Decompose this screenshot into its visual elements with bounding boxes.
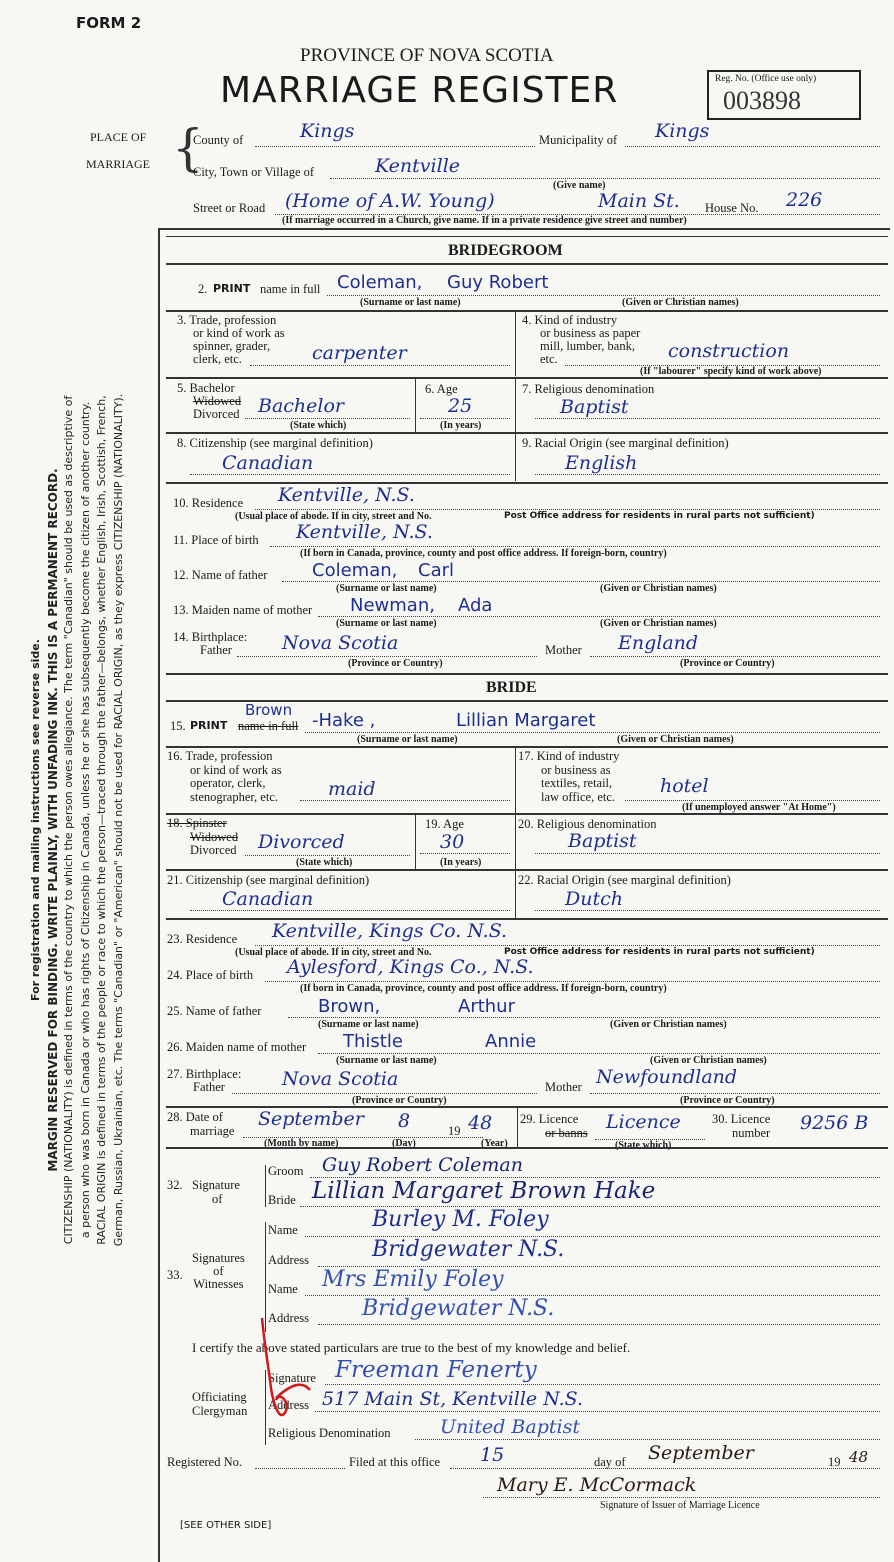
reg-no-box [707,70,861,120]
bride-status-label [167,817,238,858]
given-hint: (Given or Christian names) [610,1019,727,1030]
label-line: mill, lumber, bank, [540,339,635,353]
filed-label: Filed at this office [349,1455,441,1469]
province-hint: (Province or Country) [680,1095,775,1106]
groom-father-given: Carl [418,560,454,581]
groom-age: 25 [448,395,473,417]
surname-hint: (Surname or last name) [318,1019,419,1030]
groom-trade-label [177,314,285,366]
margin-line-6: German, Russian, Ukrainian, etc. The terms "Canadian" or "American" should not be used for RACIAL ORIGIN, as they express CITIZENSHIP (NATIONALITY). [111,393,125,1247]
surname-hint: (Surname or last name) [336,1055,437,1066]
groom-father-bp-label: Father [200,643,232,657]
year-hint: (Year) [481,1138,508,1149]
bride-father-bp-label: Father [193,1080,225,1094]
groom-father-surname: Coleman, [312,560,398,581]
groom-given-hint: (Given or Christian names) [622,297,739,308]
label-line: or business as paper [540,326,641,340]
form-number: FORM 2 [76,14,142,32]
province-hint: (Province or Country) [348,658,443,669]
bride-age-hint: (In years) [440,857,482,868]
margin-line-5: RACIAL ORIGIN is defined in terms of the people or race to which the person—traced through the father—belongs, whether English, Irish, Scottish, French, [95,395,108,1245]
groom-signature: Guy Robert Coleman [322,1154,523,1176]
bride-religion-label: 20. Religious denomination [518,817,657,831]
marriage-year-prefix: 19 [448,1124,461,1138]
label-line: or business as [541,762,611,777]
groom-mother-surname: Newman, [350,595,435,616]
place-label-1: PLACE OF [90,130,147,144]
province-hint: (Province or Country) [352,1095,447,1106]
bride-birthplace: Aylesford, Kings Co., N.S. [287,956,534,978]
groom-parents-bp-label: 14. Birthplace: [173,630,248,644]
label-line: 17. Kind of industry [518,749,620,763]
groom-religion-label: 7. Religious denomination [522,382,655,396]
street-hint: (If marriage occurred in a Church, give name. If in a private residence give street and number) [282,215,687,226]
groom-header: BRIDEGROOM [448,242,563,259]
bride-racial: Dutch [565,888,623,910]
label-line: 18. Spinster [167,816,227,830]
groom-sig-label: Groom [268,1164,304,1178]
bride-name-num: 15. [170,719,186,733]
label-line: or kind of work as [190,762,282,777]
margin-line-3: CITIZENSHIP (NATIONALITY) is defined in terms of the country to which the person owes allegiance. The term "Canadian" should be used as descriptive of [62,395,75,1245]
groom-age-label: 6. Age [425,382,458,396]
groom-mother-bp: England [618,632,699,654]
city-label: City, Town or Village of [193,165,315,179]
groom-residence: Kentville, N.S. [278,484,415,506]
bride-father-given: Arthur [458,996,515,1017]
bride-given: Lillian Margaret [456,710,596,731]
witness-num: 33. [167,1268,183,1282]
county-value: Kings [300,120,355,142]
witness1-name: Burley M. Foley [372,1207,549,1232]
label-line: Clergyman [192,1404,248,1418]
groom-racial-label: 9. Racial Origin (see marginal definition) [522,436,729,450]
groom-residence-hint-2: Post Office address for residents in rural parts not sufficient) [504,511,815,521]
bride-surname-hint: (Surname or last name) [357,734,458,745]
filed-day: 15 [480,1444,505,1466]
bride-header: BRIDE [486,679,537,696]
certify-statement: I certify the above stated particulars are true to the best of my knowledge and belief. [192,1340,631,1355]
bride-age: 30 [440,831,465,853]
bride-mother-label: 26. Maiden name of mother [167,1040,307,1054]
bride-citizenship: Canadian [222,888,314,910]
bride-mother-given: Annie [485,1031,537,1052]
reg-no: 003898 [723,86,801,115]
groom-residence-hint: (Usual place of abode. If in city, street and No. [235,511,432,522]
label-line: Signatures [192,1251,245,1265]
groom-trade: carpenter [312,342,407,364]
groom-name-num: 2. [198,282,208,296]
clergy-denomination: United Baptist [440,1416,580,1438]
bride-birthplace-hint: (If born in Canada, province, county and post office address. If foreign-born, country) [300,983,667,994]
clergy-label [192,1390,247,1418]
groom-state-hint: (State which) [290,420,347,431]
label-line: Widowed [193,394,242,408]
label-line: Divorced [193,407,240,421]
groom-age-hint: (In years) [440,420,482,431]
licence-no-label-2: number [732,1126,771,1140]
bride-age-label: 19. Age [425,817,464,831]
groom-surname-hint: (Surname or last name) [360,297,461,308]
label-line: 3. Trade, profession [177,313,277,327]
label-line: law office, etc. [541,789,616,804]
label-line: Widowed [190,829,239,844]
bride-residence-hint: (Usual place of abode. If in city, street and No. [235,947,432,958]
groom-mother-bp-label: Mother [545,643,582,657]
label-line: Officiating [192,1390,247,1404]
groom-citizenship: Canadian [222,452,314,474]
groom-citizenship-label: 8. Citizenship (see marginal definition) [177,436,373,450]
margin-line-4: a person who was born in Canada or who has rights of Citizenship in Canada, unless he or she has subsequently become the citizen of another country. [78,401,92,1239]
label-line: textiles, retail, [541,776,613,790]
city-hint: (Give name) [553,180,606,191]
groom-surname: Coleman, [337,272,423,293]
licence-type: Licence [606,1111,681,1133]
house-no-value: 226 [786,189,823,211]
given-hint: (Given or Christian names) [600,618,717,629]
month-hint: (Month by name) [264,1138,339,1149]
issuer-label: Signature of Issuer of Marriage Licence [600,1500,760,1511]
page-title: MARRIAGE REGISTER [220,70,619,111]
day-hint: (Day) [392,1138,416,1149]
filed-year: 48 [849,1448,869,1466]
clergy-address: 517 Main St, Kentville N.S. [322,1388,584,1410]
place-label-2: MARRIAGE [86,157,151,171]
groom-religion: Baptist [560,396,629,418]
given-hint: (Given or Christian names) [650,1055,767,1066]
clergy-signature: Freeman Fenerty [335,1357,537,1383]
licence-label-1: 29. Licence [520,1112,579,1126]
bride-signature: Lillian Margaret Brown Hake [312,1178,656,1204]
street-value-2: Main St. [598,190,680,212]
bride-residence: Kentville, Kings Co. N.S. [272,920,508,942]
bride-given-hint: (Given or Christian names) [617,734,734,745]
groom-father-label: 12. Name of father [173,568,268,582]
signature-label-2: of [212,1192,223,1206]
bride-trade: maid [328,778,376,800]
margin-notes [28,240,127,1400]
reg-no-label: Reg. No. (Office use only) [715,74,817,84]
bride-surname: -Hake , [312,710,376,731]
city-value: Kentville [375,155,461,177]
street-value: (Home of A.W. Young) [285,190,495,212]
clergy-denomination-label: Religious Denomination [268,1426,391,1440]
groom-residence-label: 10. Residence [173,496,244,510]
witness2-address: Bridgewater N.S. [362,1296,555,1321]
marriage-day: 8 [398,1110,411,1132]
groom-birthplace-label: 11. Place of birth [173,533,259,547]
bride-mother-bp: Newfoundland [596,1066,738,1088]
bride-racial-label: 22. Racial Origin (see marginal definition) [518,873,731,887]
groom-name-label: name in full [260,282,321,296]
filed-year-prefix: 19 [828,1455,841,1469]
marriage-month: September [258,1108,364,1130]
margin-line-2: MARGIN RESERVED FOR BINDING. WRITE PLAINLY, WITH UNFADING INK. THIS IS A PERMANENT RECORD. [45,468,60,1172]
date-label-2: marriage [190,1124,235,1138]
witness2-name: Mrs Emily Foley [322,1267,504,1292]
bride-name-label: name in full [238,719,299,733]
bride-sig-label: Bride [268,1193,296,1207]
bride-industry-hint: (If unemployed answer "At Home") [682,802,836,813]
bride-father-label: 25. Name of father [167,1004,262,1018]
groom-industry-label [522,314,640,366]
date-label-1: 28. Date of [167,1110,223,1124]
house-no-label: House No. [705,201,759,215]
groom-industry-hint: (If "labourer" specify kind of work above) [640,366,822,377]
groom-birthplace-hint: (If born in Canada, province, county and post office address. If foreign-born, country) [300,548,667,559]
label-line: 4. Kind of industry [522,313,618,327]
marriage-year: 48 [468,1112,493,1134]
licence-hint: (State which) [615,1140,672,1151]
bride-surname-added: Brown [245,701,293,719]
label-line: spinner, grader, [193,339,271,353]
label-line: 5. Bachelor [177,381,235,395]
bride-industry-label [518,750,619,804]
witness2-address-label: Address [268,1311,309,1325]
bride-religion: Baptist [568,830,637,852]
surname-hint: (Surname or last name) [336,618,437,629]
groom-industry: construction [668,340,790,362]
groom-status-label [177,382,241,421]
licence-label-2: or banns [545,1126,588,1140]
clergy-signature-label: Signature [268,1371,316,1385]
bride-trade-label [167,750,282,804]
witness1-address: Bridgewater N.S. [372,1237,565,1262]
witness1-address-label: Address [268,1253,309,1267]
day-of-label: day of [594,1455,626,1469]
clergy-address-label: Address [268,1398,309,1412]
groom-father-bp: Nova Scotia [282,632,399,654]
surname-hint: (Surname or last name) [336,583,437,594]
licence-no-label-1: 30. Licence [712,1112,771,1126]
issuer-signature: Mary E. McCormack [497,1474,697,1496]
witness-label [192,1252,245,1291]
street-label: Street or Road [193,201,266,215]
licence-number: 9256 B [800,1112,869,1134]
label-line: of [213,1264,224,1278]
municipality-value: Kings [655,120,710,142]
see-other-side: [SEE OTHER SIDE] [180,1520,272,1531]
bride-name-print: PRINT [190,719,228,732]
label-line: operator, clerk, [190,776,266,790]
bride-mother-bp-label: Mother [545,1080,582,1094]
groom-given: Guy Robert [447,272,549,293]
brace: { [172,119,204,177]
bride-father-bp: Nova Scotia [282,1068,399,1090]
label-line: clerk, etc. [193,352,242,366]
province-hint: (Province or Country) [680,658,775,669]
signature-num: 32. [167,1178,183,1192]
bride-father-surname: Brown, [318,996,381,1017]
bride-status: Divorced [258,831,345,853]
bride-mother-surname: Thistle [343,1031,403,1052]
margin-line-1: For registration and mailing instructions see reverse side. [29,639,42,1001]
groom-name-print: PRINT [213,282,251,295]
label-line: or kind of work as [193,326,285,340]
witness2-name-label: Name [268,1282,298,1296]
signature-label-1: Signature [192,1178,240,1192]
label-line: 16. Trade, profession [167,749,273,763]
bride-birthplace-label: 24. Place of birth [167,968,254,982]
label-line: stenographer, etc. [190,789,279,804]
province-heading: PROVINCE OF NOVA SCOTIA [300,45,554,66]
bride-state-hint: (State which) [296,857,353,868]
label-line: etc. [540,352,558,366]
bride-industry: hotel [660,775,709,797]
bride-parents-bp-label: 27. Birthplace: [167,1067,242,1081]
label-line: Divorced [190,843,237,857]
bride-residence-label: 23. Residence [167,932,238,946]
witness1-name-label: Name [268,1223,298,1237]
groom-status: Bachelor [258,395,345,417]
given-hint: (Given or Christian names) [600,583,717,594]
bride-residence-hint-2: Post Office address for residents in rural parts not sufficient) [504,947,815,957]
red-check-mark-icon [250,1310,320,1430]
municipality-label: Municipality of [539,133,618,147]
groom-mother-given: Ada [458,595,493,616]
groom-birthplace: Kentville, N.S. [296,521,433,543]
county-label: County of [193,133,244,147]
bride-citizenship-label: 21. Citizenship (see marginal definition) [167,873,370,887]
registered-no-label: Registered No. [167,1455,242,1469]
label-line: Witnesses [193,1277,244,1291]
filed-month: September [648,1442,754,1464]
groom-racial: English [565,452,638,474]
groom-mother-label: 13. Maiden name of mother [173,603,313,617]
